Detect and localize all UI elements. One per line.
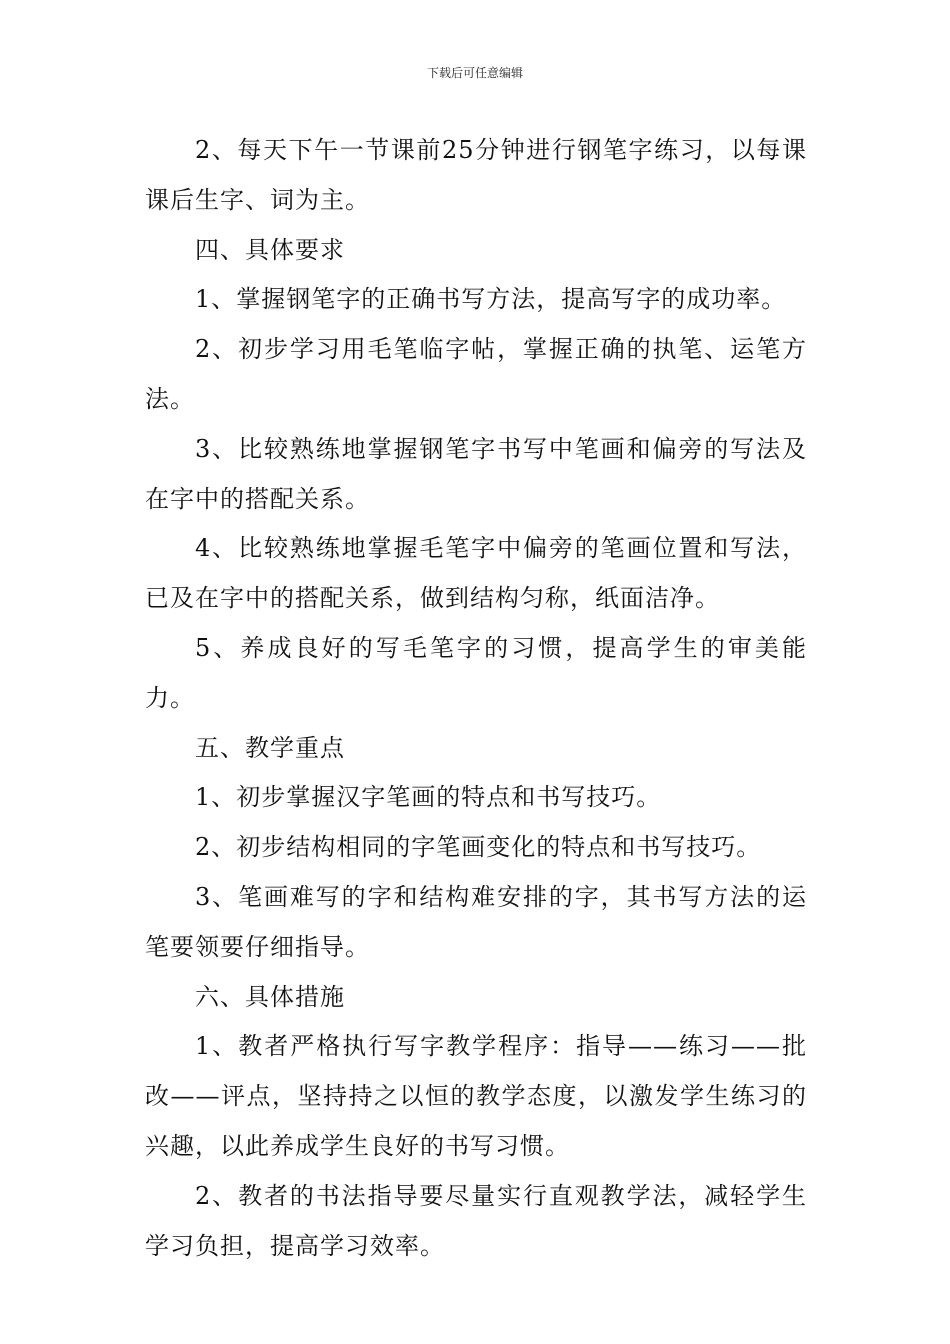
paragraph: 1、初步掌握汉字笔画的特点和书写技巧。 [195, 783, 662, 812]
document-body [145, 126, 807, 1271]
section-heading: 六、具体措施 [195, 982, 345, 1011]
paragraph: 4、比较熟练地掌握毛笔字中偏旁的笔画位置和写法，已及在字中的搭配关系，做到结构匀称，纸面洁净。 [145, 534, 807, 613]
paragraph: 3、笔画难写的字和结构难安排的字，其书写方法的运笔要领要仔细指导。 [145, 882, 807, 961]
paragraph: 5、养成良好的写毛笔字的习惯，提高学生的审美能力。 [145, 633, 807, 712]
section-heading: 四、具体要求 [195, 235, 345, 264]
page-header: 下载后可任意编辑 [426, 66, 523, 80]
paragraph: 3、比较熟练地掌握钢笔字书写中笔画和偏旁的写法及在字中的搭配关系。 [145, 434, 807, 513]
paragraph: 2、教者的书法指导要尽量实行直观教学法，减轻学生学习负担，提高学习效率。 [145, 1181, 807, 1260]
paragraph: 1、掌握钢笔字的正确书写方法，提高写字的成功率。 [195, 285, 787, 314]
paragraph: 2、初步结构相同的字笔画变化的特点和书写技巧。 [195, 833, 762, 862]
section-heading: 五、教学重点 [195, 733, 345, 762]
paragraph: 1、教者严格执行写字教学程序：指导——练习——批改——评点，坚持持之以恒的教学态度，以激发学生练习的兴趣，以此养成学生良好的书写习惯。 [145, 1032, 807, 1160]
paragraph: 2、初步学习用毛笔临字帖，掌握正确的执笔、运笔方法。 [145, 335, 807, 413]
paragraph: 2、每天下午一节课前25分钟进行钢笔字练习，以每课课后生字、词为主。 [145, 136, 807, 214]
